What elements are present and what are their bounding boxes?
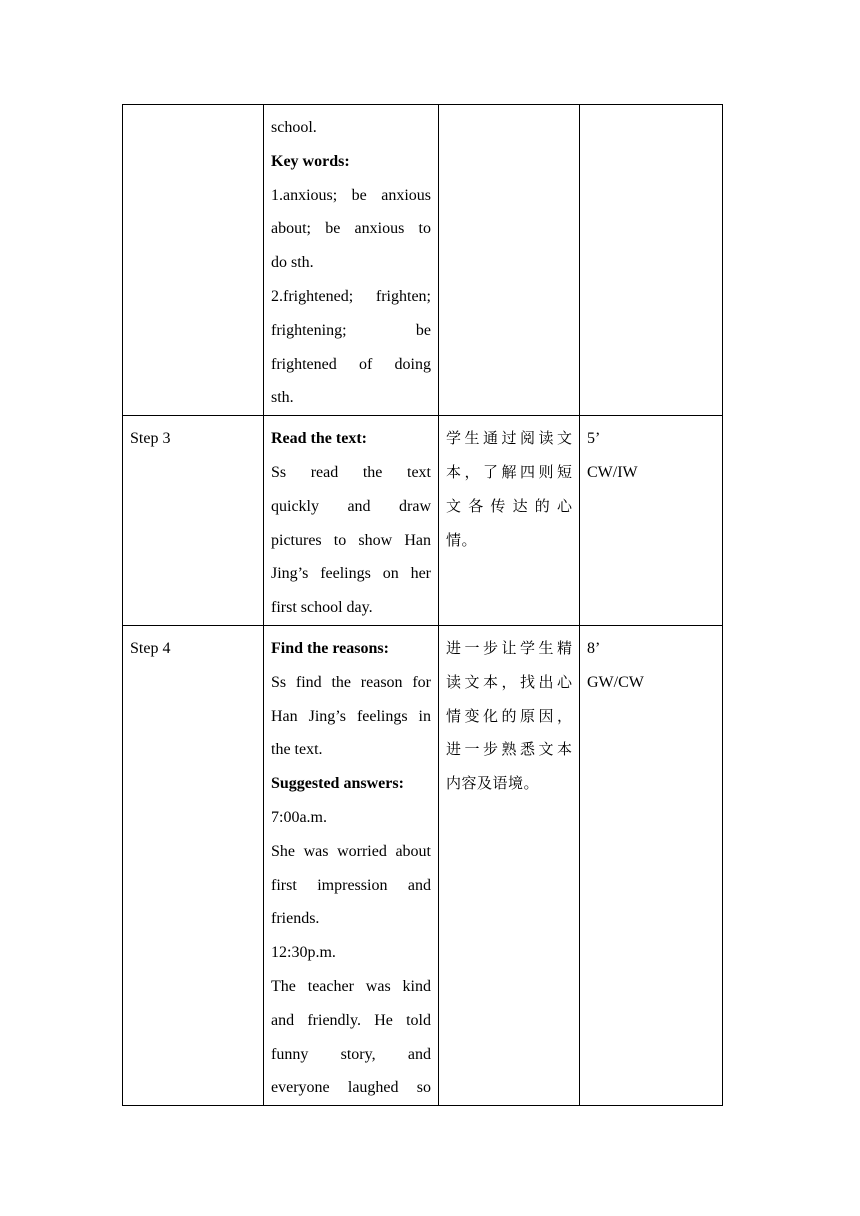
activity-line: pictures to show Han xyxy=(271,531,431,549)
step-cell xyxy=(123,625,264,1105)
activity-line: first school day. xyxy=(271,599,373,617)
activity-heading: Key words: xyxy=(271,152,350,170)
activity-heading: Find the reasons: xyxy=(271,639,389,657)
activity-heading: Read the text: xyxy=(271,430,367,448)
purpose-line: 本，了解四则短 xyxy=(446,462,572,481)
activity-line: Han Jing’s feelings in xyxy=(271,707,431,725)
purpose-cell xyxy=(439,105,580,416)
activity-cell xyxy=(264,105,439,416)
table-row xyxy=(123,416,723,626)
activity-line: 1.anxious; be anxious xyxy=(271,186,431,204)
activity-line: frightened of doing xyxy=(271,355,431,373)
activity-line: the text. xyxy=(271,741,323,759)
interaction-mode: GW/CW xyxy=(587,673,644,691)
activity-line: 2.frightened; frighten; xyxy=(271,287,431,305)
purpose-cell xyxy=(439,625,580,1105)
lesson-plan-table xyxy=(122,104,723,1106)
purpose-line: 内容及语境。 xyxy=(446,774,540,793)
purpose-line: 文各传达的心 xyxy=(446,496,572,515)
activity-line: Ss read the text xyxy=(271,463,431,481)
activity-line: She was worried about xyxy=(271,842,431,860)
step-label: Step 3 xyxy=(130,430,171,448)
activity-cell xyxy=(264,625,439,1105)
purpose-line: 进一步让学生精 xyxy=(446,638,572,657)
activity-line: quickly and draw xyxy=(271,497,431,515)
activity-line: school. xyxy=(271,119,317,136)
time-cell xyxy=(580,105,723,416)
time-minutes: 5’ xyxy=(587,430,601,448)
purpose-line: 学生通过阅读文 xyxy=(446,429,572,448)
purpose-cell xyxy=(439,416,580,626)
step-cell xyxy=(123,105,264,416)
activity-line: The teacher was kind xyxy=(271,977,431,995)
activity-heading: Suggested answers: xyxy=(271,775,404,793)
activity-line: do sth. xyxy=(271,254,314,272)
table-row xyxy=(123,625,723,1105)
interaction-mode: CW/IW xyxy=(587,463,638,481)
purpose-line: 情。 xyxy=(446,530,478,549)
step-label: Step 4 xyxy=(130,639,171,657)
activity-line: everyone laughed so xyxy=(271,1079,431,1097)
time-cell xyxy=(580,625,723,1105)
activity-line: 7:00a.m. xyxy=(271,808,327,826)
time-cell xyxy=(580,416,723,626)
table-row xyxy=(123,105,723,416)
activity-cell xyxy=(264,416,439,626)
step-cell xyxy=(123,416,264,626)
purpose-line: 读文本，找出心 xyxy=(446,672,572,691)
activity-line: frightening; be xyxy=(271,321,431,339)
activity-line: Jing’s feelings on her xyxy=(271,565,431,583)
activity-line: Ss find the reason for xyxy=(271,673,431,691)
purpose-line: 进一步熟悉文本 xyxy=(446,740,572,759)
activity-line: 12:30p.m. xyxy=(271,944,336,962)
activity-line: and friendly. He told xyxy=(271,1011,431,1029)
activity-line: friends. xyxy=(271,910,320,928)
activity-line: first impression and xyxy=(271,876,431,894)
activity-line: funny story, and xyxy=(271,1045,431,1063)
activity-line: sth. xyxy=(271,389,294,407)
purpose-line: 情变化的原因， xyxy=(446,706,572,725)
time-minutes: 8’ xyxy=(587,639,601,657)
activity-line: about; be anxious to xyxy=(271,220,431,238)
